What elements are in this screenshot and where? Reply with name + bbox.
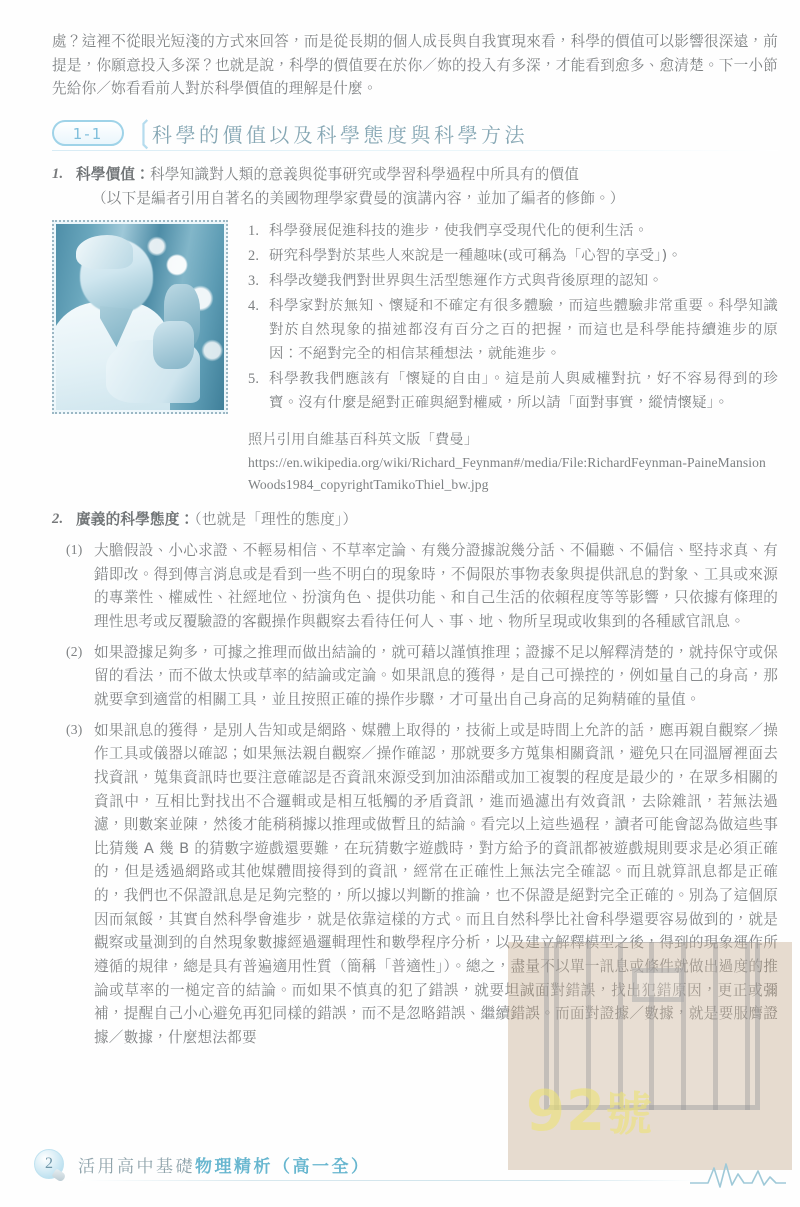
list-item [248,368,778,416]
section-bracket-ornament: ❲ [132,114,158,150]
section-heading [52,114,778,151]
list-item [248,270,778,294]
list-item-subline: （以下是編者引用自著名的美國物理學家費曼的演講內容，並加了編者的修飾。） [92,189,625,207]
photo-credit-url: https://en.wikipedia.org/wiki/Richard_Feynman#/media/File:RichardFeynman-PaineMansion Woods1984_copyrightTamikoThiel_bw.jpg [248,455,766,493]
feynman-portrait-image [56,224,224,410]
list-item-text: 如果證據足夠多，可據之推理而做出結論的，就可藉以謹慎推理；證據不足以解釋清楚的，就持保守或保留的看法，而不做太快或草率的結論或定論。如果訊息的獲得，是自己可操控的，例如量自己的身高，那就要拿到適當的相關工具，並且按照正確的操作步驟，才可量出自己身高的足夠精確的量值。 [94,643,778,708]
list-item-heading: 科學價值： [76,165,150,183]
waveform-icon [690,1161,786,1189]
list-item [248,220,778,244]
feynman-portrait-figure [52,220,228,414]
attitude-point-3 [66,719,778,1050]
list-item-science-value [52,163,778,210]
section-underline-rule [52,150,778,151]
list-item-text: 科學教我們應該有「懷疑的自由」。這是前人與威權對抗，好不容易得到的珍寶。沒有什麼是絕對正確與絕對權威，所以請「面對事實，縱情懷疑」。 [269,370,778,411]
watermark-number: 92 [526,1079,606,1144]
footer-book-title [78,1152,371,1177]
list-item [248,245,778,269]
feynman-points-list [248,220,778,415]
list-item-number: 2. [52,511,64,528]
list-item-number: 1. [52,165,64,182]
page-content [52,30,778,1050]
list-item-text: 大膽假設、小心求證、不輕易相信、不草率定論、有幾分證據說幾分話、不偏聽、不偏信、堅持求真、有錯即改。得到傳言消息或是看到一些不明白的現象時，不侷限於事物表象與提供訊息的對象、工具或來源的專業性、權威性、社經地位、扮演角色、提供功能、和自己生活的依賴程度等等影響，只依據有條理的理性思考或反覆驗證的客觀操作與觀察去看待任何人、事、地、物所呈現或收集到的各種感官訊息。 [94,542,778,631]
list-item-number: (2) [66,643,83,659]
section-title: 科學的價值以及科學態度與科學方法 [152,122,528,147]
figure-and-points-row [52,220,778,496]
list-item-number: (3) [66,721,83,737]
list-item [248,295,778,367]
footer-rule [80,1180,700,1181]
list-item-text: （也就是「理性的態度」） [194,511,358,529]
footer-title-plain: 活用高中基礎 [78,1157,195,1177]
page-number: 2 [45,1155,53,1172]
list-item-number: 5. [248,370,260,387]
list-item-number: 3. [248,273,260,290]
list-item-heading: 廣義的科學態度： [76,511,195,529]
list-item-text: 科學發展促進科技的進步，使我們享受現代化的便利生活。 [269,223,649,240]
list-item-text: 科學家對於無知、懷疑和不確定有很多體驗，而這些體驗非常重要。科學知識對於自然現象的描述都沒有百分之百的把握，而這也是科學能持續進步的原因：不絕對完全的相信某種想法，就能進步。 [269,297,778,362]
footer-title-accent: 物理精析（高一全） [195,1157,371,1177]
list-item-scientific-attitude [52,508,778,532]
watermark-label [526,1078,776,1144]
list-item-text: 研究科學對於某些人來說是一種趣味(或可稱為「心智的享受」)。 [269,248,682,265]
photo-credit-block [248,429,778,496]
list-item-text: 如果訊息的獲得，是別人告知或是網路、媒體上取得的，技術上或是時間上允許的話，應再親自觀察／操作工具或儀器以確認；如果無法親自觀察／操作確認，那就要多方蒐集相關資訊，避免只在同溫層裡面去找資訊，蒐集資訊時也要注意確認是否資訊來源受到加油添醋或加工複製的程度是最少的，在眾多相關的資訊中，互相比對找出不合邏輯或是相互牴觸的矛盾資訊，進而過濾出有效資訊，去除雜訊，若無法過濾，則數案並陳，然後才能稍稍據以推理或做暫且的結論。看完以上這些過程，讀者可能會認為做這些事比猜幾 A 幾 B 的猜數字遊戲還要難，在玩猜數字遊戲時，對方給予的資訊都被遊戲規則要求是必須正確的，但是透過網路或其他媒體間接得到的資訊，經常在正確性上無法完全確認。而且就算訊息都是正確的，我們也不保證訊息是足夠完整的，所以據以判斷的推論，也不保證是絕對完全正確的。別為了這個原因而氣餒，其實自然科學會進步，就是依靠這樣的方式。而且自然科學比社會科學還要容易做到的，就是觀察或量測到的自然現象數據經過邏輯理性和數學程序分析，以及建立解釋模型之後，得到的現象運作所遵循的規律，總是具有普遍適用性質（簡稱「普適性」）。總之，盡量不以單一訊息或條件就做出過度的推論或草率的一槌定音的結論。而如果不慎真的犯了錯誤，就要坦誠面對錯誤，找出犯錯原因，更正或彌補，提醒自己小心避免再犯同樣的錯誤，而不是忽略錯誤、繼續錯誤。而面對證據／數據，就是要服膺證據／數據，什麼想法都要 [94,721,778,1046]
portrait-hair-shape [76,235,133,268]
list-item-text: 科學改變我們對世界與生活型態運作方式與背後原理的認知。 [269,273,663,290]
list-item-number: 1. [248,223,260,240]
attitude-point-1 [66,539,778,634]
list-item-number: 2. [248,248,260,265]
list-item-text: 科學知識對人類的意義與從事研究或學習科學過程中所具有的價值 [149,165,580,183]
attitude-point-2 [66,641,778,712]
page-footer [34,1149,774,1193]
list-item-number: 4. [248,297,260,314]
photo-credit-line: 照片引用自維基百科英文版「費曼」 [248,432,479,449]
intro-paragraph-block [52,30,778,101]
watermark-cn-text: 號 [605,1087,648,1141]
section-number-badge: 1-1 [52,120,124,146]
intro-paragraph: 處？這裡不從眼光短淺的方式來回答，而是從長期的個人成長與自我實現來看，科學的價值可以影響很深遠，前提是，你願意投入多深？也就是說，科學的價值要在於你／妳的投入有多深，才能看到愈多、愈清楚。下一小節先給你／妳看看前人對於科學價值的理解是什麼。 [52,33,778,98]
list-item-number: (1) [66,542,83,558]
portrait-second-hand-shape [153,321,193,369]
